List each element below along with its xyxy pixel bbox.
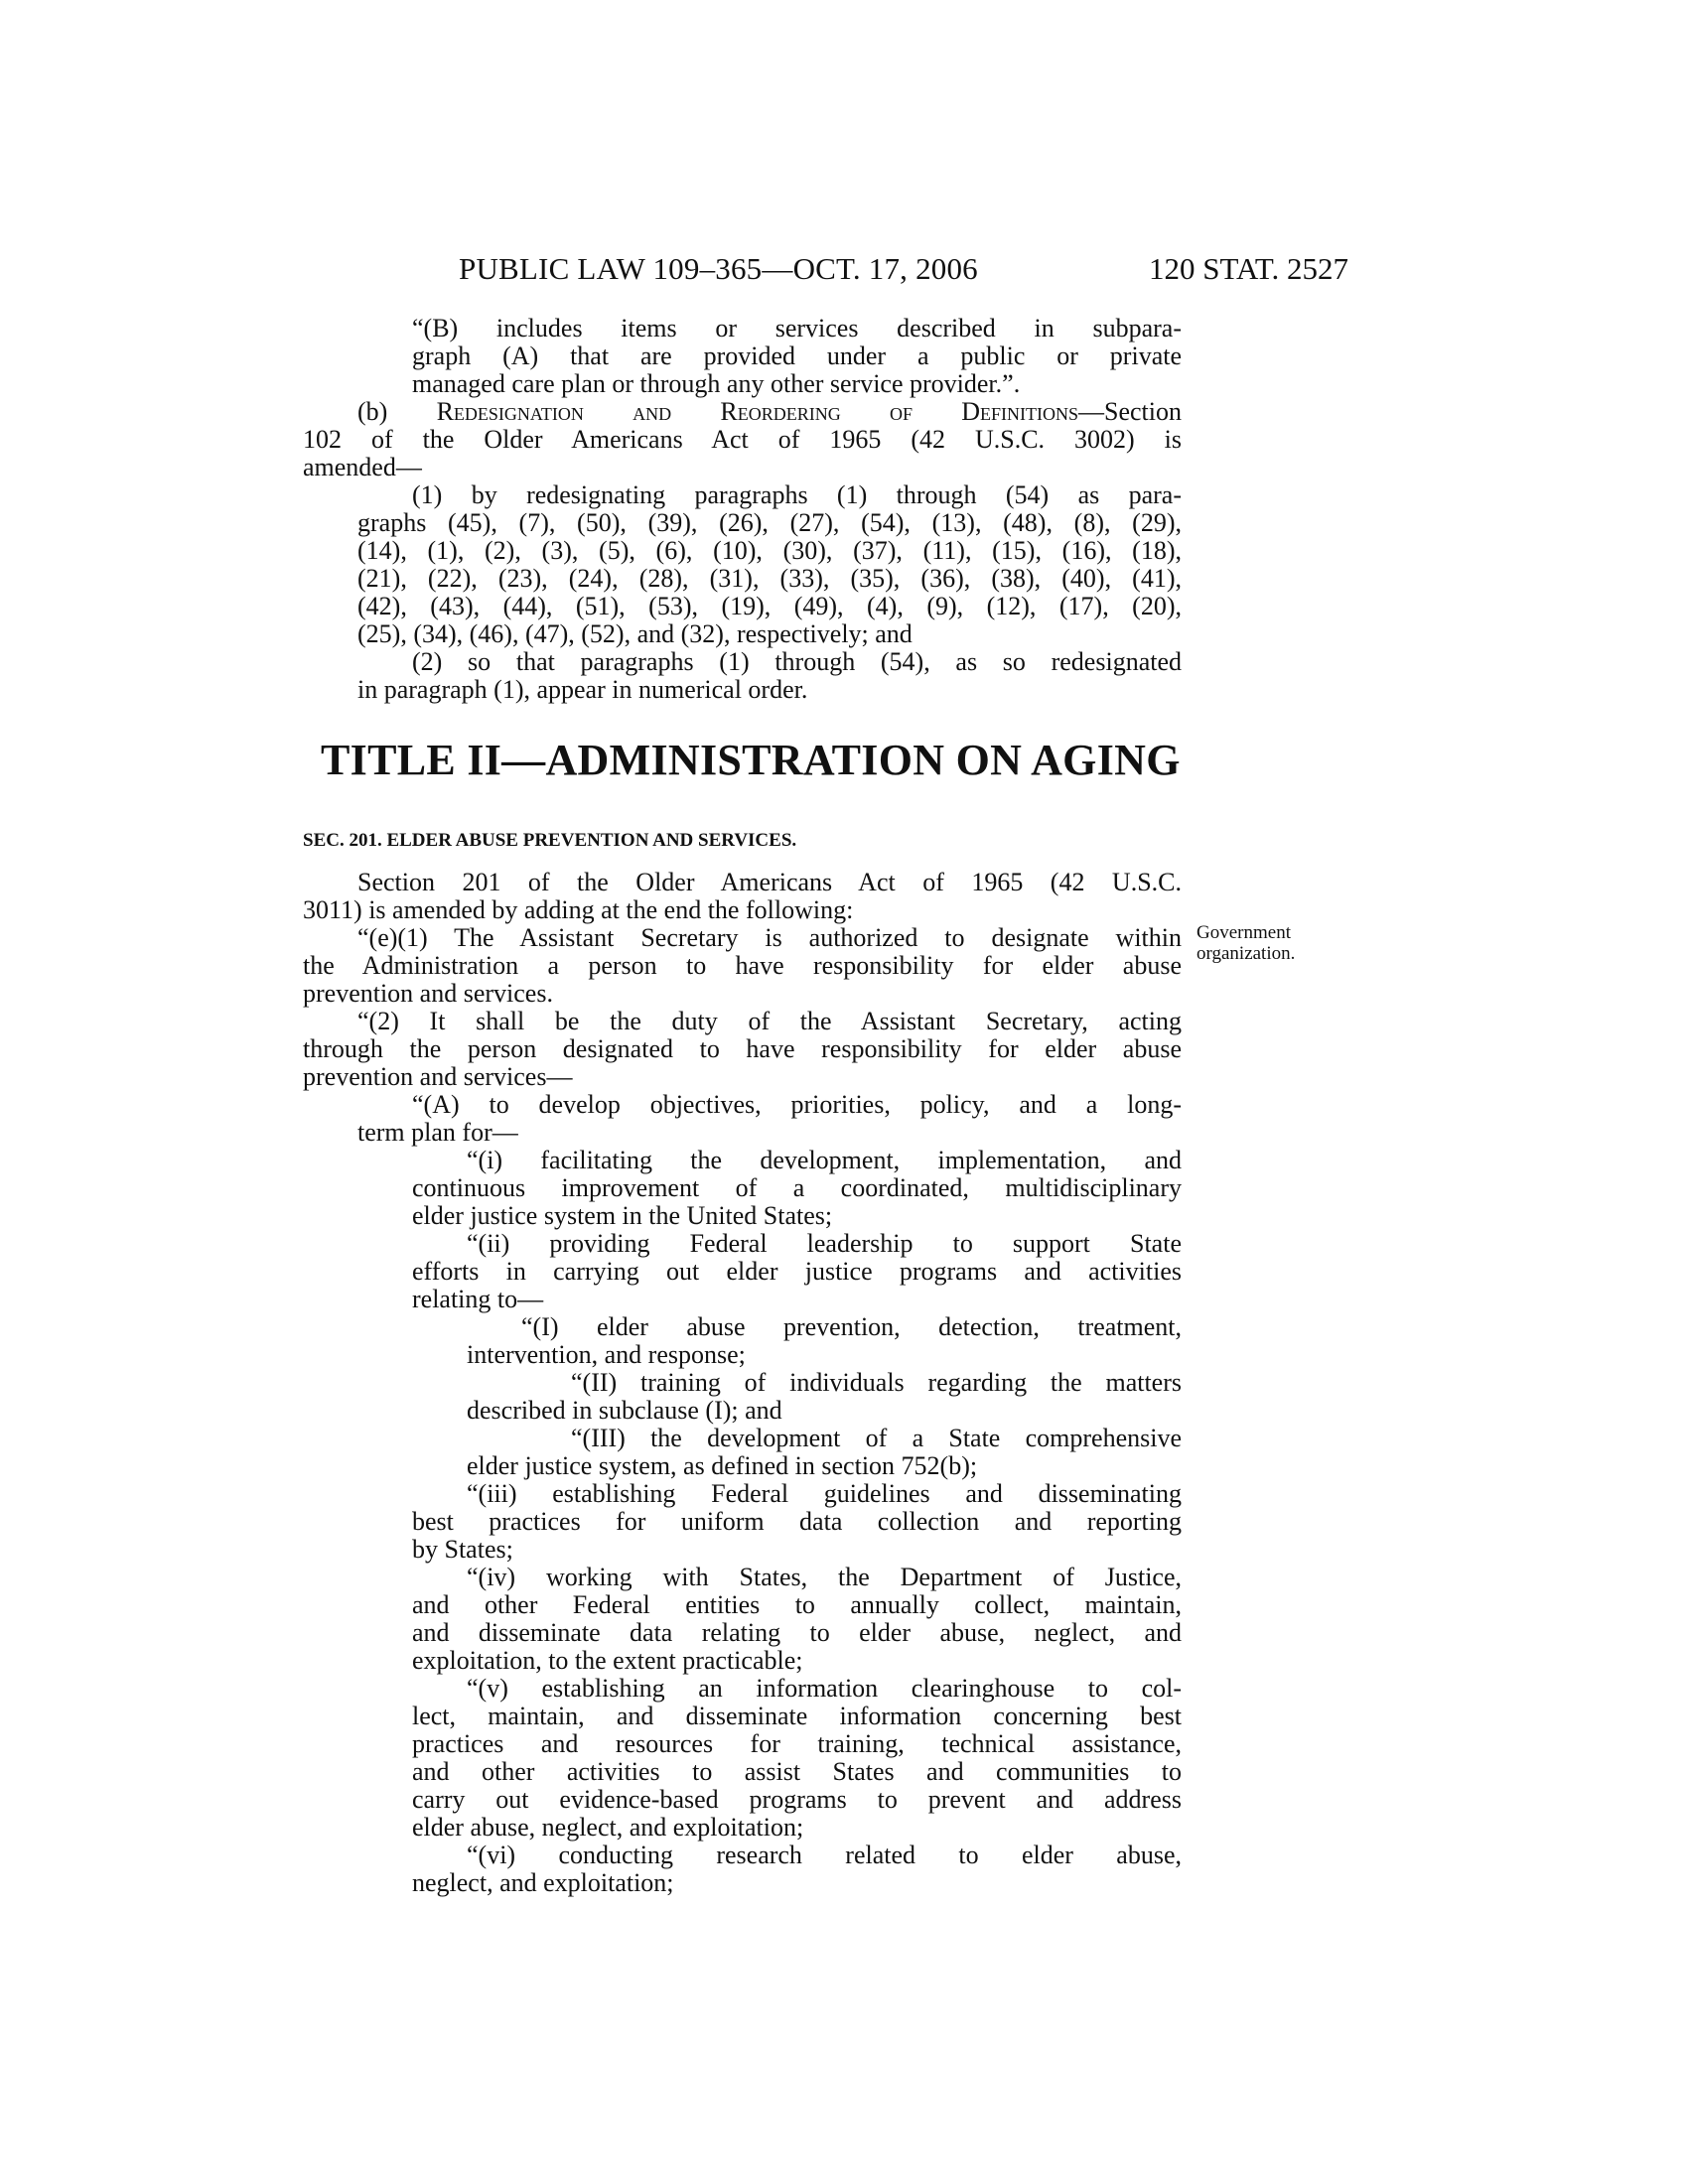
text-line: Section 201 of the Older Americans Act of 1965 (42 U.S.C. (357, 868, 1182, 896)
text-line: elder abuse, neglect, and exploitation; (412, 1813, 804, 1842)
text-line: (21), (22), (23), (24), (28), (31), (33), (35), (36), (38), (40), (41), (357, 564, 1182, 593)
text-line: “(A) to develop objectives, priorities, policy, and a long- (412, 1090, 1182, 1119)
text-line: “(I) elder abuse prevention, detection, treatment, (521, 1312, 1182, 1341)
text-line: (25), (34), (46), (47), (52), and (32), respectively; and (357, 619, 913, 648)
text-line: and disseminate data relating to elder abuse, neglect, and (412, 1618, 1182, 1647)
text-line: “(v) establishing an information clearinghouse to col- (467, 1674, 1182, 1703)
text-line: and other activities to assist States and communities to (412, 1757, 1182, 1786)
text-line: elder justice system in the United States; (412, 1201, 833, 1230)
text-line: “(i) facilitating the development, implementation, and (467, 1146, 1182, 1174)
title-heading: TITLE II—ADMINISTRATION ON AGING (321, 736, 1181, 784)
text-line: “(vi) conducting research related to elder abuse, (467, 1841, 1182, 1869)
text-line: by States; (412, 1535, 513, 1564)
text-line: efforts in carrying out elder justice programs and activities (412, 1257, 1182, 1286)
text-line: prevention and services— (303, 1062, 573, 1091)
text-line: described in subclause (I); and (467, 1396, 782, 1425)
text-line: continuous improvement of a coordinated, multidisciplinary (412, 1173, 1182, 1202)
text-line: and other Federal entities to annually collect, maintain, (412, 1590, 1182, 1619)
section-201-body (303, 869, 1182, 1897)
text-line: the Administration a person to have responsibility for elder abuse (303, 951, 1182, 980)
text-line: neglect, and exploitation; (412, 1868, 674, 1897)
margin-note-line: Government (1196, 922, 1291, 943)
text-line: relating to— (412, 1285, 544, 1313)
text-line: (1) by redesignating paragraphs (1) through (54) as para- (412, 480, 1182, 509)
text-line: in paragraph (1), appear in numerical order. (357, 675, 808, 704)
text-line: through the person designated to have responsibility for elder abuse (303, 1034, 1182, 1063)
text-line: elder justice system, as defined in section 752(b); (467, 1451, 978, 1480)
text-line: (14), (1), (2), (3), (5), (6), (10), (30), (37), (11), (15), (16), (18), (357, 536, 1182, 565)
text-line: intervention, and response; (467, 1340, 746, 1369)
text-line: lect, maintain, and disseminate information concerning best (412, 1702, 1182, 1730)
text-line: graphs (45), (7), (50), (39), (26), (27), (54), (13), (48), (8), (29), (357, 508, 1182, 537)
text-line: amended— (303, 453, 422, 481)
margin-note (1196, 922, 1295, 964)
page-header-right: 120 STAT. 2527 (1149, 251, 1349, 286)
subsection-b-prefix: (b) (357, 397, 437, 426)
text-line: “(B) includes items or services described in subpara- (412, 314, 1182, 342)
text-line: managed care plan or through any other service provider.”. (412, 369, 1021, 398)
text-line: (2) so that paragraphs (1) through (54), as so redesignated (412, 647, 1182, 676)
text-line: “(III) the development of a State comprehensive (571, 1424, 1182, 1452)
page-header-left: PUBLIC LAW 109–365—OCT. 17, 2006 (459, 251, 978, 286)
text-line: “(ii) providing Federal leadership to support State (467, 1229, 1182, 1258)
subsection-b-heading-line (303, 398, 1182, 426)
subsection-b-heading: Redesignation and Reordering of Definitions (436, 397, 1078, 426)
text-line: 3011) is amended by adding at the end the following: (303, 895, 854, 924)
text-line: graph (A) that are provided under a public or private (412, 341, 1182, 370)
text-line: 102 of the Older Americans Act of 1965 (42 U.S.C. 3002) is (303, 425, 1182, 454)
text-line: carry out evidence-based programs to prevent and address (412, 1785, 1182, 1814)
text-line: “(2) It shall be the duty of the Assistant Secretary, acting (357, 1007, 1182, 1035)
text-line: practices and resources for training, technical assistance, (412, 1729, 1182, 1758)
text-line: prevention and services. (303, 979, 553, 1008)
text-line: “(iv) working with States, the Department of Justice, (467, 1563, 1182, 1591)
text-line: (42), (43), (44), (51), (53), (19), (49), (4), (9), (12), (17), (20), (357, 592, 1182, 620)
section-heading: SEC. 201. ELDER ABUSE PREVENTION AND SERVICES. (303, 830, 797, 851)
text-line: best practices for uniform data collection and reporting (412, 1507, 1182, 1536)
text-line: term plan for— (357, 1118, 518, 1147)
margin-note-line: organization. (1196, 943, 1296, 964)
text-line: “(II) training of individuals regarding the matters (571, 1368, 1182, 1397)
text-line: exploitation, to the extent practicable; (412, 1646, 803, 1675)
text-line: “(iii) establishing Federal guidelines and disseminating (467, 1479, 1182, 1508)
text-line: “(e)(1) The Assistant Secretary is authorized to designate within (357, 923, 1182, 952)
section-101-block (303, 315, 1182, 704)
subsection-b-dash: —Section (1078, 397, 1182, 426)
